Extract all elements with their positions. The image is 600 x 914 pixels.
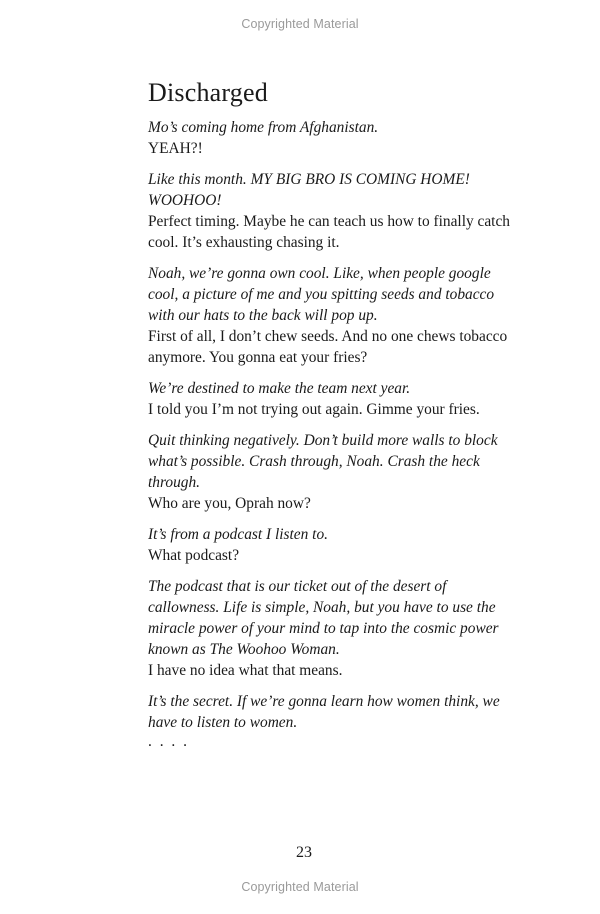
- dialogue-exchange-5: [148, 430, 513, 514]
- reply-line: Perfect timing. Maybe he can teach us how to finally catch cool. It’s exhausting chasing it.: [148, 213, 510, 251]
- dialogue-exchange-6: [148, 524, 513, 566]
- dialogue-exchange-7: [148, 576, 513, 681]
- dialogue-exchange-8: [148, 691, 513, 751]
- italic-line: It’s the secret. If we’re gonna learn how women think, we have to listen to women.: [148, 693, 500, 731]
- dialogue-exchange-1: [148, 117, 513, 159]
- copyright-watermark-top: Copyrighted Material: [241, 17, 359, 31]
- dialogue-exchange-3: [148, 263, 513, 368]
- page-number: 23: [296, 844, 312, 861]
- reply-line: What podcast?: [148, 547, 240, 564]
- italic-line: The podcast that is our ticket out of the desert of callowness. Life is simple, Noah, but you have to use the miracle power of your mind to tap into the cosmic power known as The Woohoo Woman.: [148, 578, 499, 658]
- reply-line: First of all, I don’t chew seeds. And no one chews tobacco anymore. You gonna eat your fries?: [148, 328, 508, 366]
- italic-line: Like this month. MY BIG BRO IS COMING HOME! WOOHOO!: [148, 171, 470, 209]
- chapter-title: Discharged: [148, 78, 268, 107]
- reply-line: I have no idea what that means.: [148, 662, 343, 679]
- italic-line: Quit thinking negatively. Don’t build more walls to block what’s possible. Crash through, Noah. Crash the heck through.: [148, 432, 498, 491]
- page-body: [148, 78, 513, 761]
- copyright-watermark-bottom: Copyrighted Material: [241, 880, 359, 894]
- italic-line: We’re destined to make the team next year.: [148, 380, 411, 397]
- reply-line: YEAH?!: [148, 140, 203, 157]
- dialogue-exchange-2: [148, 169, 513, 253]
- ellipsis-line: . . . .: [148, 733, 189, 750]
- dialogue-exchange-4: [148, 378, 513, 420]
- italic-line: It’s from a podcast I listen to.: [148, 526, 328, 543]
- reply-line: Who are you, Oprah now?: [148, 495, 311, 512]
- italic-line: Noah, we’re gonna own cool. Like, when people google cool, a picture of me and you spitting seeds and tobacco with our hats to the back will pop up.: [148, 265, 495, 324]
- italic-line: Mo’s coming home from Afghanistan.: [148, 119, 379, 136]
- reply-line: I told you I’m not trying out again. Gimme your fries.: [148, 401, 480, 418]
